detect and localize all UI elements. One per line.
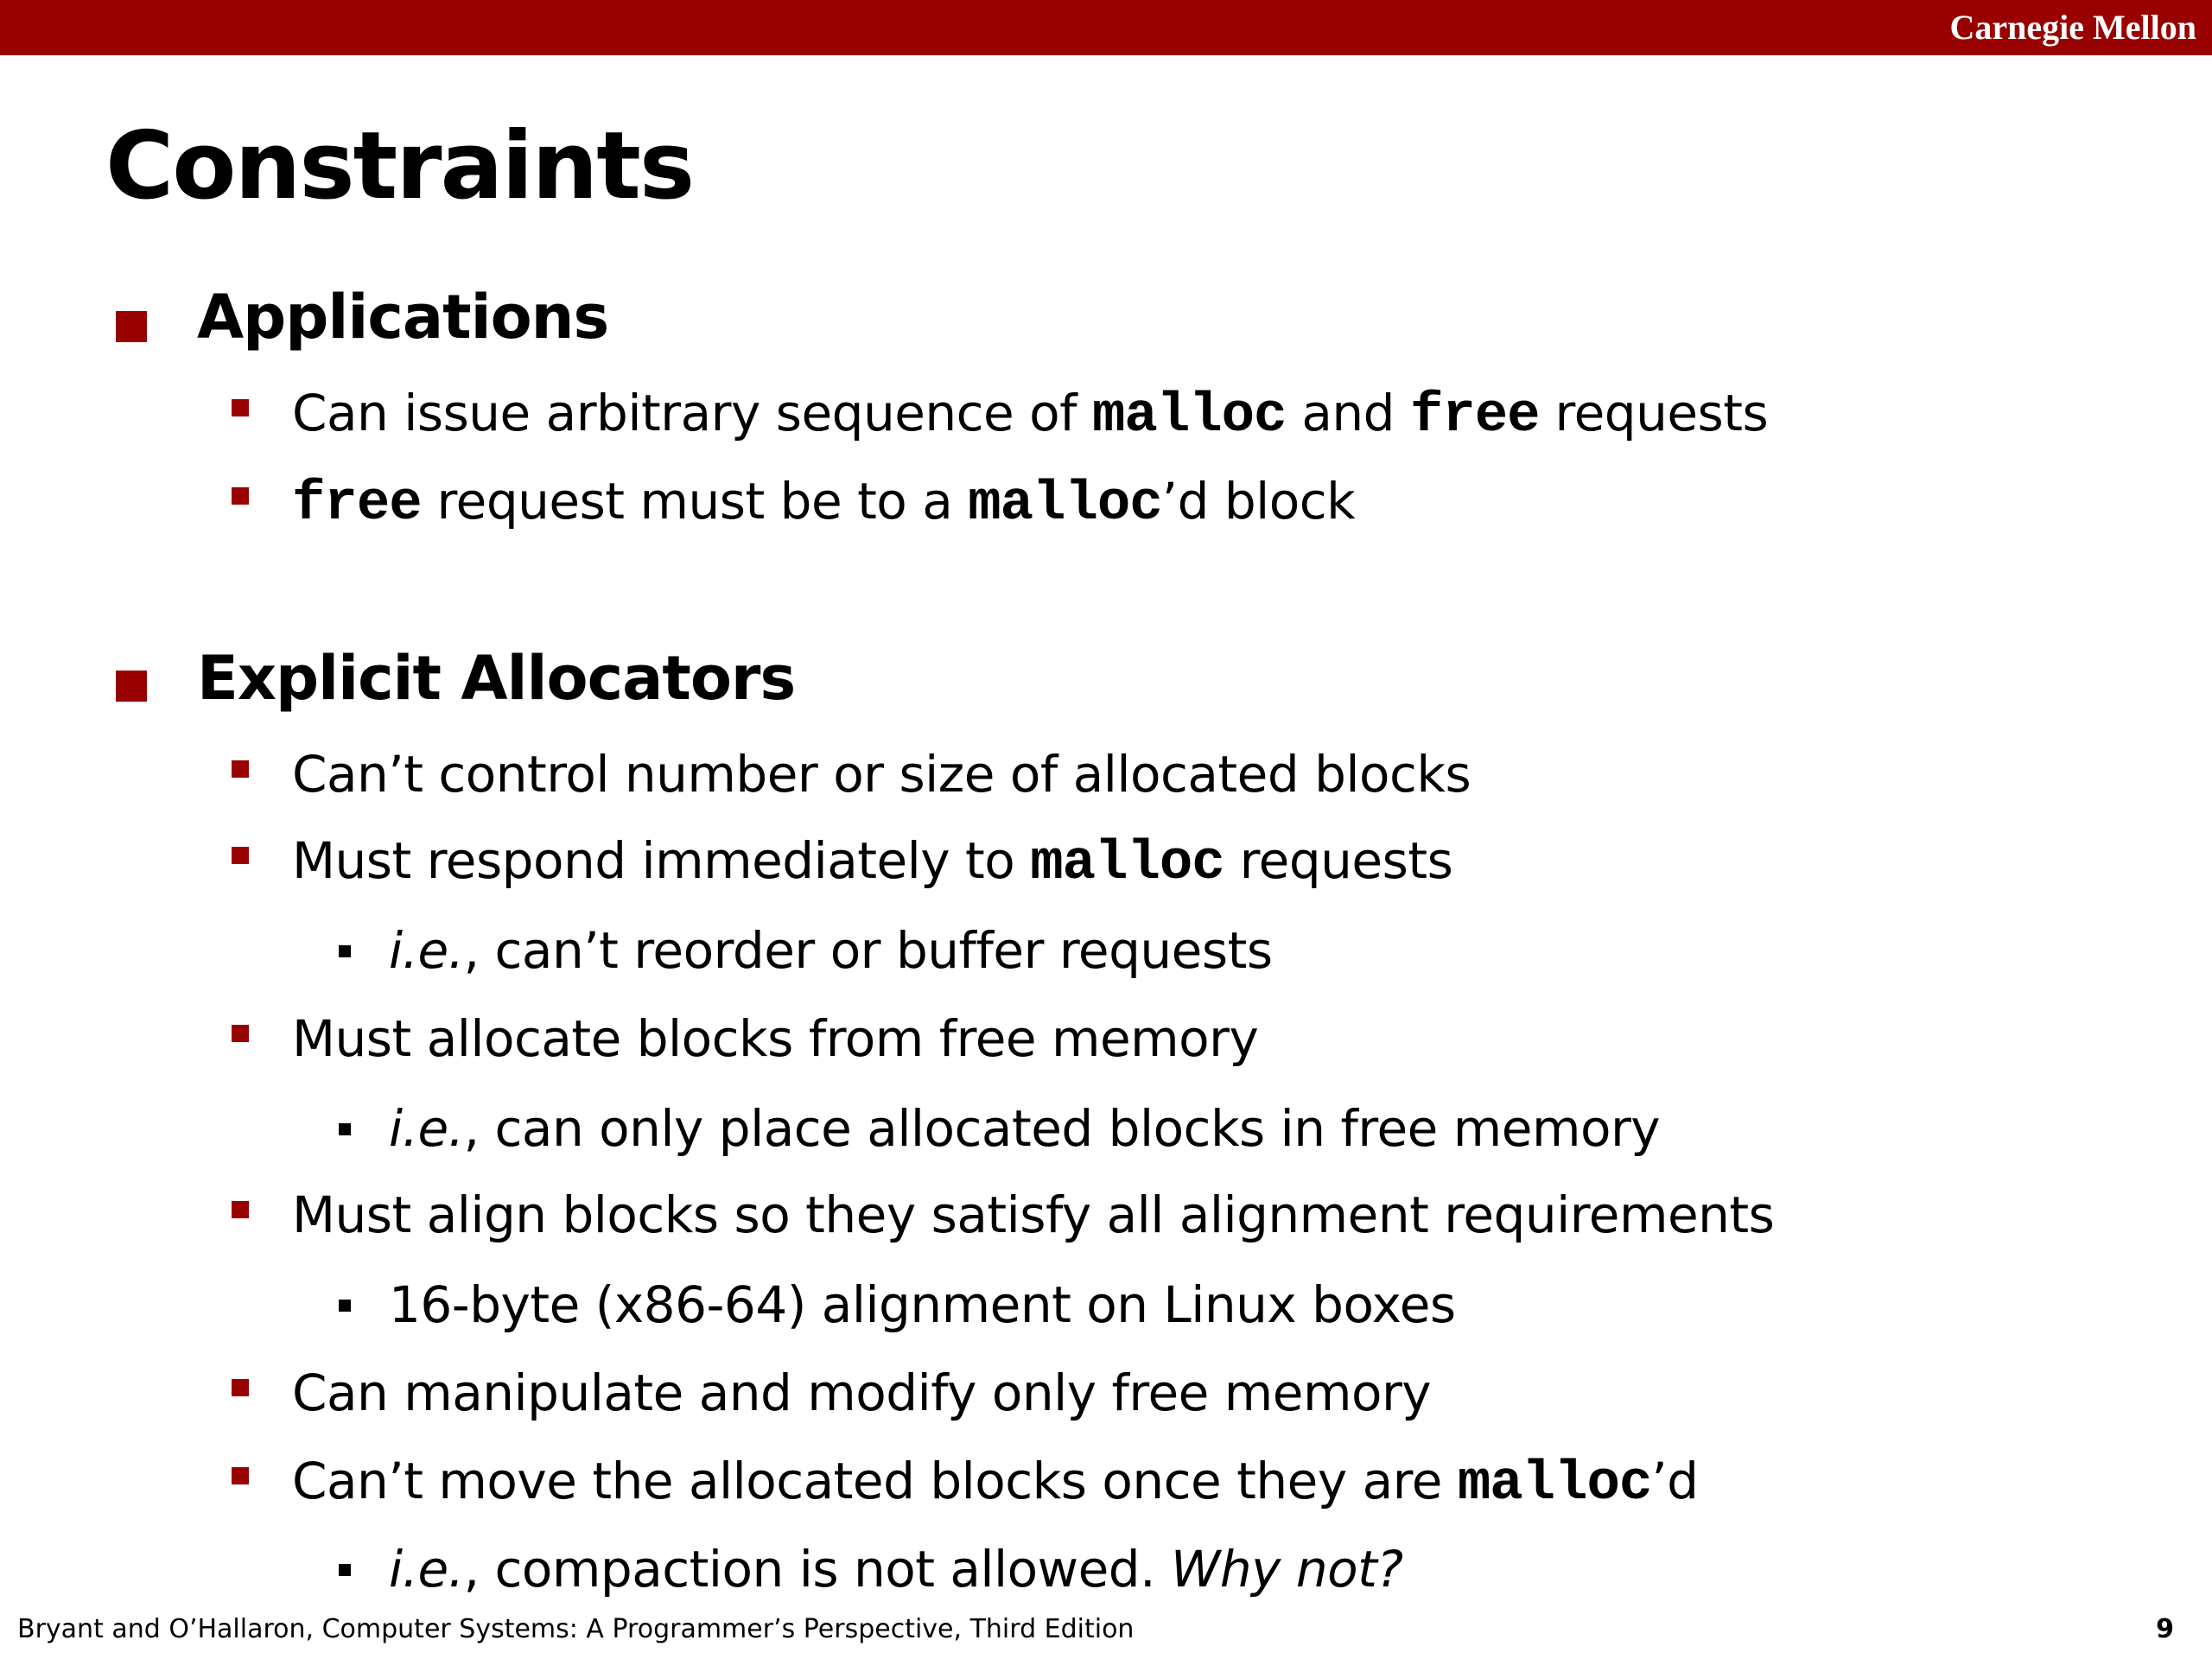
sub-bullet-square-icon [339,1564,351,1576]
code-text: free [1409,385,1540,448]
section-heading-explicit-allocators: Explicit Allocators [197,643,796,714]
sub-bullet-item: i.e., compaction is not allowed. Why not? [389,1540,1403,1599]
bullet-square-icon [232,1467,249,1484]
bullet-square-icon [232,399,249,416]
section-heading-applications: Applications [197,282,609,353]
bullet-square-icon [232,487,249,505]
bullet-item: Can’t control number or size of allocated blocks [292,745,1471,804]
bullet-item: Must respond immediately to malloc requests [292,831,1453,895]
bullet-square-icon [116,311,147,342]
brand-logo-text: Carnegie Mellon [1949,8,2196,47]
slide-title: Constraints [105,112,694,220]
bullet-item: Can issue arbitrary sequence of malloc and free requests [292,384,1769,448]
bullet-square-icon [232,1201,249,1218]
code-text: malloc [968,474,1162,536]
bullet-square-icon [232,1025,249,1042]
sub-bullet-item: i.e., can only place allocated blocks in free memory [389,1099,1661,1158]
code-text: free [292,474,422,536]
code-text: malloc [1092,385,1287,448]
bullet-item: Can’t move the allocated blocks once they are malloc’d [292,1452,1699,1516]
footer-citation: Bryant and O’Hallaron, Computer Systems: A Programmer’s Perspective, Third Edition [17,1614,1135,1644]
bullet-item: Must align blocks so they satisfy all alignment requirements [292,1185,1775,1244]
sub-bullet-item: 16-byte (x86-64) alignment on Linux boxes [389,1275,1456,1334]
sub-bullet-square-icon [339,1123,351,1135]
bullet-square-icon [232,760,249,778]
sub-bullet-square-icon [339,945,351,957]
bullet-square-icon [232,847,249,864]
bullet-square-icon [232,1379,249,1396]
bullet-item: Must allocate blocks from free memory [292,1009,1259,1068]
bullet-item: free request must be to a malloc’d block [292,472,1356,536]
header-bar [0,0,2212,55]
code-text: malloc [1457,1453,1652,1516]
bullet-item: Can manipulate and modify only free memory [292,1363,1432,1422]
bullet-square-icon [116,671,147,702]
sub-bullet-item: i.e., can’t reorder or buffer requests [389,921,1273,980]
code-text: malloc [1030,833,1224,895]
sub-bullet-square-icon [339,1300,351,1312]
page-number: 9 [2156,1614,2174,1644]
